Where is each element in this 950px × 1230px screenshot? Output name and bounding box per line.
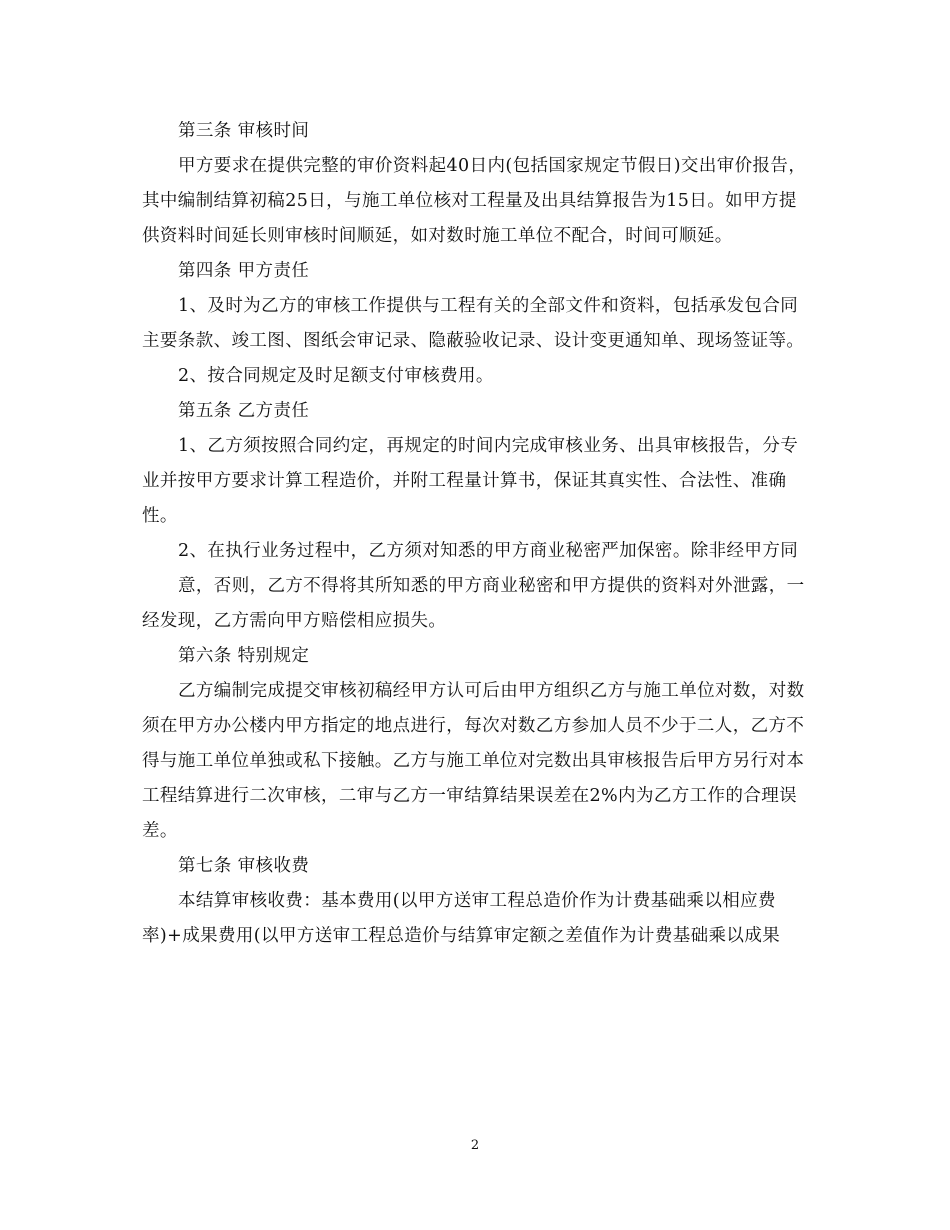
page-number: 2 — [470, 1138, 480, 1153]
paragraph-review-fees: 本结算审核收费：基本费用(以甲方送审工程总造价作为计费基础乘以相应费率)+成果费用(以甲方送审工程总造价与结算审定额之差值作为计费基础乘以成果 — [142, 891, 781, 946]
section-heading-4: 第四条 甲方责任 — [178, 261, 310, 281]
paragraph-special-provisions: 乙方编制完成提交审核初稿经甲方认可后由甲方组织乙方与施工单位对数，对数须在甲方办公楼内甲方指定的地点进行，每次对数乙方参加人员不少于二人，乙方不得与施工单位单独或私下接触。乙方与施工单位对完数出具审核报告后甲方另行对本工程结算进行二次审核，二审与乙方一审结算结果误差在2%内为乙方工作的合理误差。 — [142, 681, 805, 841]
paragraph-party-b-duty-1: 1、乙方须按照合同约定，再规定的时间内完成审核业务、出具审核报告，分专业并按甲方要求计算工程造价，并附工程量计算书，保证其真实性、合法性、准确性。 — [142, 436, 799, 526]
section-heading-3: 第三条 审核时间 — [178, 121, 310, 141]
section-heading-6: 第六条 特别规定 — [178, 646, 310, 666]
paragraph-party-b-duty-2-cont: 意，否则，乙方不得将其所知悉的甲方商业秘密和甲方提供的资料对外泄露，一经发现，乙方需向甲方赔偿相应损失。 — [142, 576, 805, 631]
section-heading-7: 第七条 审核收费 — [178, 856, 310, 876]
section-heading-5: 第五条 乙方责任 — [178, 401, 310, 421]
paragraph-party-a-duty-1: 1、及时为乙方的审核工作提供与工程有关的全部文件和资料，包括承发包合同主要条款、竣工图、图纸会审记录、隐蔽验收记录、设计变更通知单、现场签证等。 — [142, 296, 805, 351]
paragraph-review-time: 甲方要求在提供完整的审价资料起40日内(包括国家规定节假日)交出审价报告，其中编制结算初稿25日，与施工单位核对工程量及出具结算报告为15日。如甲方提供资料时间延长则审核时间顺延，如对数时施工单位不配合，时间可顺延。 — [142, 156, 807, 246]
paragraph-party-b-duty-2: 2、在执行业务过程中，乙方须对知悉的甲方商业秘密严加保密。除非经甲方同 — [178, 541, 799, 561]
paragraph-party-a-duty-2: 2、按合同规定及时足额支付审核费用。 — [178, 366, 494, 386]
document-body — [142, 114, 810, 954]
